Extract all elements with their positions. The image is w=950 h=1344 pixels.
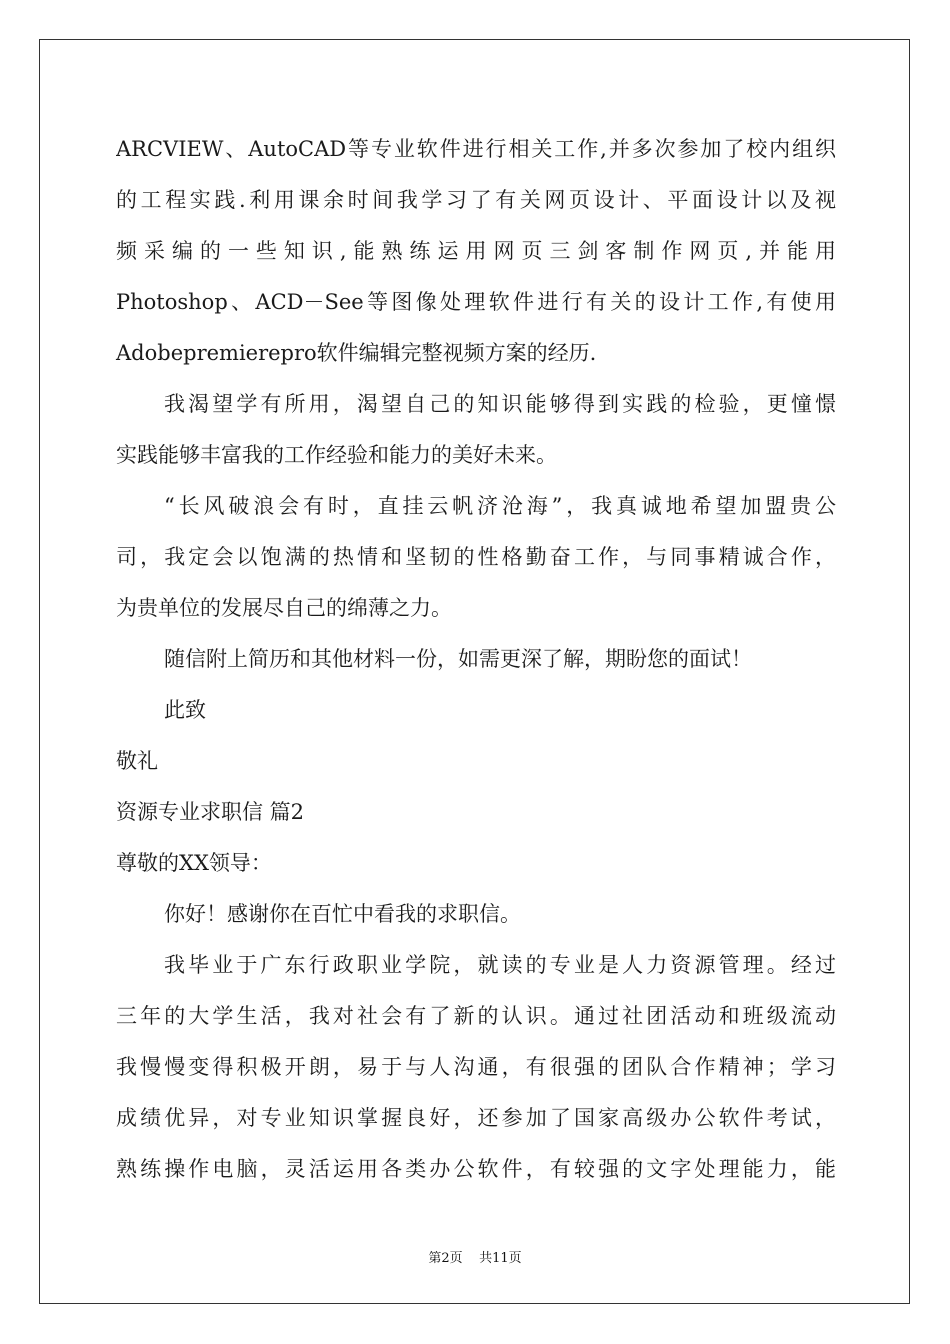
text-line: 司，我定会以饱满的热情和坚韧的性格勤奋工作，与同事精诚合作， — [116, 545, 836, 569]
text-line: 实践能够丰富我的工作经验和能力的美好未来。 — [116, 443, 557, 467]
page-footer — [0, 1247, 950, 1266]
text-line: 频采编的一些知识,能熟练运用网页三剑客制作网页,并能用 — [116, 239, 836, 263]
text-line: 我慢慢变得积极开朗，易于与人沟通，有很强的团队合作精神；学习 — [116, 1055, 836, 1079]
text-line: 尊敬的XX领导： — [116, 851, 272, 875]
text-line: 敬礼 — [116, 749, 158, 773]
text-line: “长风破浪会有时，直挂云帆济沧海”，我真诚地希望加盟贵公 — [164, 494, 836, 518]
text-line: 此致 — [164, 698, 206, 722]
text-line: 随信附上简历和其他材料一份，如需更深了解，期盼您的面试！ — [164, 647, 752, 671]
text-line: 我毕业于广东行政职业学院，就读的专业是人力资源管理。经过 — [164, 953, 836, 977]
document-body — [116, 124, 836, 1195]
text-line: Photoshop、ACD－See等图像处理软件进行有关的设计工作,有使用 — [116, 290, 836, 314]
text-line: 熟练操作电脑，灵活运用各类办公软件，有较强的文字处理能力，能 — [116, 1157, 836, 1181]
page-total: 共11页 — [479, 1251, 522, 1266]
text-line: Adobepremierepro软件编辑完整视频方案的经历. — [116, 341, 597, 365]
text-line: 为贵单位的发展尽自己的绵薄之力。 — [116, 596, 452, 620]
text-line: 资源专业求职信 篇2 — [116, 800, 305, 824]
text-line: 的工程实践.利用课余时间我学习了有关网页设计、平面设计以及视 — [116, 188, 836, 212]
text-line: ARCVIEW、AutoCAD等专业软件进行相关工作,并多次参加了校内组织 — [116, 137, 836, 161]
text-line: 你好！感谢你在百忙中看我的求职信。 — [164, 902, 521, 926]
page-number: 第2页 — [428, 1251, 463, 1266]
text-line: 我渴望学有所用，渴望自己的知识能够得到实践的检验，更憧憬 — [164, 392, 836, 416]
text-line: 三年的大学生活，我对社会有了新的认识。通过社团活动和班级流动 — [116, 1004, 836, 1028]
text-line: 成绩优异，对专业知识掌握良好，还参加了国家高级办公软件考试， — [116, 1106, 836, 1130]
